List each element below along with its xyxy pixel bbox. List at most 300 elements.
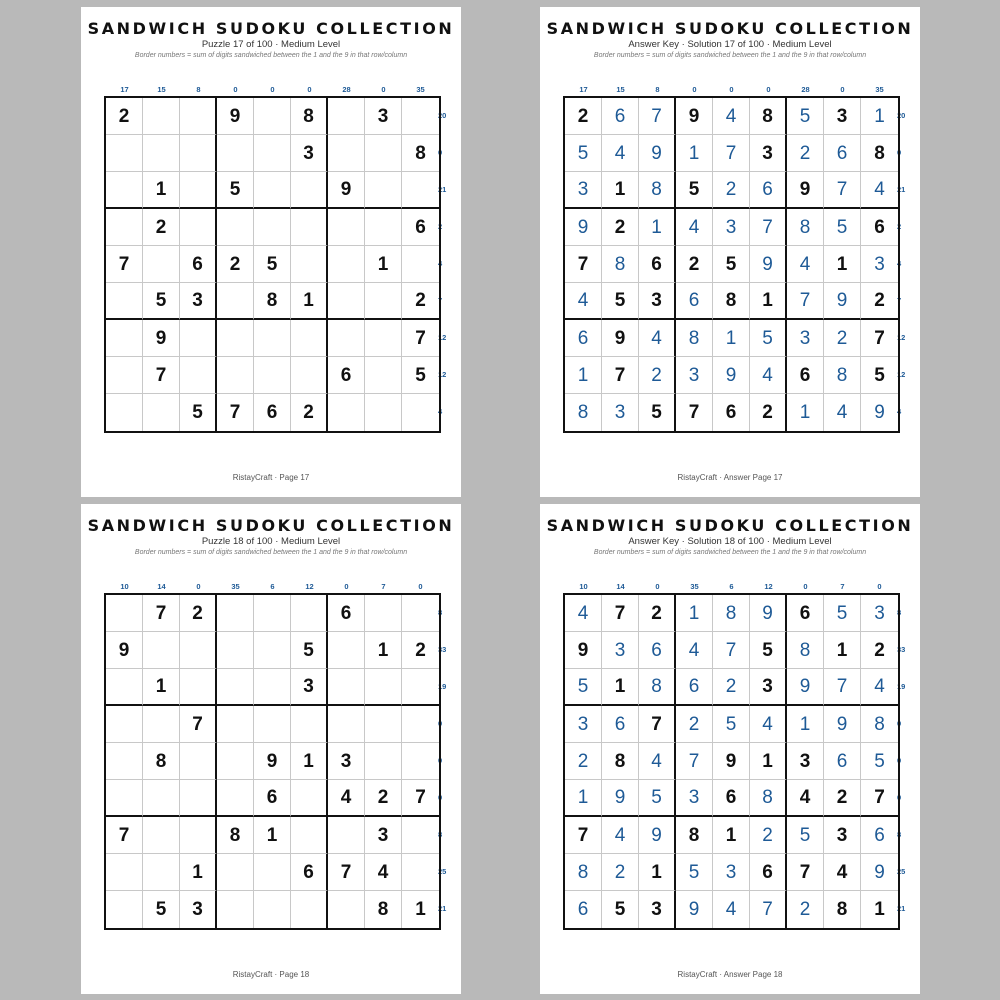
sudoku-cell (365, 209, 402, 246)
column-clue: 6 (270, 582, 275, 591)
sudoku-cell (217, 706, 254, 743)
row-clue: 19 (438, 682, 447, 691)
sudoku-cell: 1 (676, 135, 713, 172)
sudoku-cell: 2 (861, 283, 898, 320)
sudoku-cell: 8 (602, 246, 639, 283)
page-subtitle: Answer Key · Solution 18 of 100 · Medium Level (628, 536, 832, 547)
sudoku-cell: 6 (254, 780, 291, 817)
sudoku-cell: 8 (824, 891, 861, 928)
sudoku-cell: 7 (602, 357, 639, 394)
sudoku-cell: 9 (602, 320, 639, 357)
answer-page-18 (540, 504, 920, 994)
sudoku-cell: 7 (676, 394, 713, 431)
sudoku-cell: 9 (824, 706, 861, 743)
sudoku-cell (106, 706, 143, 743)
sudoku-cell: 8 (787, 209, 824, 246)
sudoku-cell: 6 (602, 706, 639, 743)
sudoku-cell: 6 (602, 98, 639, 135)
sudoku-cell (217, 595, 254, 632)
sudoku-cell: 4 (328, 780, 365, 817)
sudoku-cell (328, 209, 365, 246)
sudoku-cell: 1 (291, 743, 328, 780)
sudoku-cell: 9 (750, 595, 787, 632)
column-clue: 6 (729, 582, 734, 591)
sudoku-cell: 7 (402, 780, 439, 817)
sudoku-cell (328, 283, 365, 320)
collection-title: SANDWICH SUDOKU COLLECTION (87, 516, 455, 535)
sudoku-cell: 1 (365, 632, 402, 669)
sudoku-cell: 2 (750, 394, 787, 431)
sudoku-cell (254, 98, 291, 135)
sudoku-cell (254, 595, 291, 632)
sudoku-cell: 1 (861, 98, 898, 135)
row-clue: 7 (438, 296, 443, 305)
sudoku-cell: 6 (713, 394, 750, 431)
sudoku-cell: 2 (787, 135, 824, 172)
sudoku-cell: 9 (639, 135, 676, 172)
sudoku-cell (365, 595, 402, 632)
sudoku-cell (328, 394, 365, 431)
sudoku-cell: 7 (106, 817, 143, 854)
sudoku-cell: 6 (639, 632, 676, 669)
sudoku-cell: 5 (787, 817, 824, 854)
sudoku-cell (180, 817, 217, 854)
sudoku-cell: 2 (824, 320, 861, 357)
sudoku-cell: 3 (750, 669, 787, 706)
row-clue: 21 (438, 904, 447, 913)
sudoku-cell: 9 (254, 743, 291, 780)
sudoku-cell: 1 (254, 817, 291, 854)
column-clue: 15 (616, 85, 625, 94)
sudoku-cell: 7 (565, 817, 602, 854)
column-clue: 35 (416, 85, 425, 94)
column-clue: 8 (655, 85, 660, 94)
sudoku-cell: 4 (639, 320, 676, 357)
sudoku-cell (106, 780, 143, 817)
sudoku-cell: 5 (143, 283, 180, 320)
column-clue: 0 (655, 582, 660, 591)
sudoku-cell (180, 98, 217, 135)
sudoku-cell: 8 (402, 135, 439, 172)
sudoku-cell (402, 743, 439, 780)
sudoku-cell: 4 (602, 817, 639, 854)
sudoku-cell: 7 (328, 854, 365, 891)
collection-title: SANDWICH SUDOKU COLLECTION (87, 19, 455, 38)
sudoku-cell: 3 (713, 854, 750, 891)
sudoku-cell: 4 (365, 854, 402, 891)
sudoku-cell: 3 (639, 891, 676, 928)
sudoku-cell: 3 (365, 98, 402, 135)
sudoku-cell: 9 (676, 891, 713, 928)
sudoku-cell: 2 (143, 209, 180, 246)
sudoku-cell: 5 (602, 891, 639, 928)
sudoku-cell: 7 (180, 706, 217, 743)
sudoku-cell: 5 (602, 283, 639, 320)
sudoku-cell (291, 595, 328, 632)
sudoku-cell: 9 (713, 743, 750, 780)
sudoku-cell: 6 (639, 246, 676, 283)
row-clue: 4 (438, 407, 443, 416)
rule-text: Border numbers = sum of digits sandwiched between the 1 and the 9 in that row/column (593, 52, 867, 59)
sudoku-cell: 7 (713, 135, 750, 172)
sudoku-cell: 7 (602, 595, 639, 632)
sudoku-cell: 6 (565, 320, 602, 357)
sudoku-cell (291, 780, 328, 817)
sudoku-cell: 3 (602, 394, 639, 431)
sudoku-cell (106, 891, 143, 928)
sudoku-cell: 5 (676, 172, 713, 209)
sudoku-cell (217, 891, 254, 928)
sudoku-cell: 4 (713, 891, 750, 928)
sudoku-cell: 9 (328, 172, 365, 209)
sudoku-cell (291, 209, 328, 246)
sudoku-cell (217, 209, 254, 246)
sudoku-cell: 9 (639, 817, 676, 854)
sudoku-cell (143, 854, 180, 891)
rule-text: Border numbers = sum of digits sandwiched between the 1 and the 9 in that row/column (134, 549, 408, 556)
column-clue: 0 (233, 85, 238, 94)
sudoku-cell: 3 (565, 706, 602, 743)
puzzle-page-17 (81, 7, 461, 497)
row-clue: 0 (897, 793, 902, 802)
row-clue: 12 (438, 333, 447, 342)
sudoku-cell (106, 357, 143, 394)
sudoku-cell (402, 706, 439, 743)
sudoku-cell (402, 669, 439, 706)
sudoku-cell (365, 320, 402, 357)
sudoku-cell: 1 (713, 817, 750, 854)
row-clue: 0 (438, 793, 443, 802)
sudoku-cell (180, 320, 217, 357)
row-clue: 0 (438, 756, 443, 765)
column-clue: 12 (305, 582, 314, 591)
sudoku-cell: 3 (713, 209, 750, 246)
column-clue: 15 (157, 85, 166, 94)
sudoku-cell: 3 (180, 283, 217, 320)
sudoku-cell: 2 (217, 246, 254, 283)
column-clue: 14 (157, 582, 166, 591)
sudoku-cell (180, 743, 217, 780)
sudoku-cell: 4 (676, 209, 713, 246)
column-clue: 7 (840, 582, 845, 591)
column-clue: 0 (307, 85, 312, 94)
sudoku-cell (254, 854, 291, 891)
sudoku-cell (402, 854, 439, 891)
sudoku-grid (104, 96, 441, 433)
sudoku-cell: 7 (750, 891, 787, 928)
sudoku-cell: 6 (180, 246, 217, 283)
sudoku-cell: 4 (602, 135, 639, 172)
sudoku-cell (254, 706, 291, 743)
rule-text: Border numbers = sum of digits sandwiched between the 1 and the 9 in that row/column (134, 52, 408, 59)
sudoku-cell: 5 (565, 669, 602, 706)
row-clue: 25 (897, 867, 906, 876)
sudoku-cell: 7 (824, 172, 861, 209)
sudoku-cell (291, 246, 328, 283)
sudoku-cell: 3 (602, 632, 639, 669)
row-clue: 19 (897, 682, 906, 691)
sudoku-cell (328, 817, 365, 854)
sudoku-cell (254, 209, 291, 246)
sudoku-cell: 5 (824, 209, 861, 246)
sudoku-cell: 1 (824, 246, 861, 283)
sudoku-cell: 6 (291, 854, 328, 891)
page-footer: RistayCraft · Page 17 (232, 473, 310, 482)
row-clue: 12 (438, 370, 447, 379)
column-clue: 0 (803, 582, 808, 591)
sudoku-cell (254, 320, 291, 357)
sudoku-grid (104, 593, 441, 930)
sudoku-cell: 1 (180, 854, 217, 891)
sudoku-cell: 4 (676, 632, 713, 669)
sudoku-cell: 9 (861, 854, 898, 891)
sudoku-cell (106, 172, 143, 209)
sudoku-cell: 2 (565, 743, 602, 780)
sudoku-cell (365, 743, 402, 780)
row-clue: 2 (438, 222, 443, 231)
sudoku-cell: 5 (254, 246, 291, 283)
sudoku-cell: 6 (254, 394, 291, 431)
sudoku-cell (365, 706, 402, 743)
sudoku-cell: 8 (565, 854, 602, 891)
sudoku-cell: 3 (365, 817, 402, 854)
sudoku-cell (217, 632, 254, 669)
sudoku-cell: 9 (713, 357, 750, 394)
column-clue: 17 (120, 85, 129, 94)
sudoku-cell (106, 394, 143, 431)
column-clue: 35 (875, 85, 884, 94)
column-clue: 28 (801, 85, 810, 94)
column-clue: 17 (579, 85, 588, 94)
sudoku-cell (106, 135, 143, 172)
sudoku-cell: 4 (824, 854, 861, 891)
sudoku-cell: 2 (291, 394, 328, 431)
row-clue: 4 (897, 259, 902, 268)
sudoku-cell (143, 780, 180, 817)
sudoku-cell: 3 (861, 246, 898, 283)
sudoku-cell (106, 283, 143, 320)
sudoku-cell: 6 (824, 743, 861, 780)
sudoku-cell (217, 669, 254, 706)
sudoku-cell: 7 (639, 98, 676, 135)
sudoku-cell (217, 320, 254, 357)
sudoku-cell (365, 172, 402, 209)
sudoku-cell: 2 (602, 209, 639, 246)
sudoku-cell: 4 (639, 743, 676, 780)
sudoku-cell: 3 (639, 283, 676, 320)
sudoku-cell: 2 (602, 854, 639, 891)
sudoku-cell: 2 (565, 98, 602, 135)
page-subtitle: Answer Key · Solution 17 of 100 · Medium Level (628, 39, 832, 50)
sudoku-cell (217, 357, 254, 394)
sudoku-cell: 4 (787, 780, 824, 817)
sudoku-cell: 8 (291, 98, 328, 135)
sudoku-cell (180, 209, 217, 246)
sudoku-cell: 2 (639, 357, 676, 394)
sudoku-cell: 8 (861, 706, 898, 743)
sudoku-cell: 7 (217, 394, 254, 431)
sudoku-cell: 3 (180, 891, 217, 928)
sudoku-cell: 1 (602, 172, 639, 209)
sudoku-cell: 9 (676, 98, 713, 135)
sudoku-cell: 5 (824, 595, 861, 632)
sudoku-cell: 5 (713, 706, 750, 743)
sudoku-cell: 2 (639, 595, 676, 632)
sudoku-cell: 2 (402, 283, 439, 320)
sudoku-cell: 2 (713, 669, 750, 706)
column-clue: 0 (840, 85, 845, 94)
row-clue: 2 (897, 222, 902, 231)
sudoku-cell: 5 (750, 320, 787, 357)
sudoku-grid (563, 593, 900, 930)
sudoku-cell (180, 172, 217, 209)
sudoku-cell: 8 (676, 320, 713, 357)
row-clue: 0 (438, 719, 443, 728)
sudoku-cell: 8 (750, 780, 787, 817)
sudoku-cell (143, 98, 180, 135)
sudoku-cell (106, 669, 143, 706)
sudoku-cell: 6 (861, 817, 898, 854)
sudoku-cell: 4 (787, 246, 824, 283)
sudoku-cell: 9 (874, 402, 885, 423)
sudoku-cell: 8 (787, 632, 824, 669)
sudoku-cell: 1 (824, 632, 861, 669)
sudoku-cell: 3 (824, 98, 861, 135)
column-clue: 8 (196, 85, 201, 94)
sudoku-cell: 9 (787, 172, 824, 209)
sudoku-cell (402, 817, 439, 854)
sudoku-cell: 9 (824, 283, 861, 320)
sudoku-cell: 6 (750, 172, 787, 209)
sudoku-cell: 5 (676, 854, 713, 891)
sudoku-cell (328, 98, 365, 135)
sudoku-cell: 5 (639, 394, 676, 431)
sudoku-cell (402, 394, 439, 431)
sudoku-cell (180, 632, 217, 669)
page-footer: RistayCraft · Answer Page 18 (677, 970, 783, 979)
sudoku-cell (217, 743, 254, 780)
row-clue: 0 (897, 719, 902, 728)
sudoku-cell: 7 (750, 209, 787, 246)
sudoku-cell: 1 (874, 899, 885, 920)
sudoku-cell: 5 (291, 632, 328, 669)
row-clue: 21 (897, 904, 906, 913)
column-clue: 0 (196, 582, 201, 591)
row-clue: 20 (438, 111, 447, 120)
row-clue: 0 (438, 148, 443, 157)
sudoku-cell (291, 357, 328, 394)
sudoku-cell: 6 (676, 283, 713, 320)
sudoku-cell: 5 (639, 780, 676, 817)
sudoku-cell: 3 (750, 135, 787, 172)
column-clue: 28 (342, 85, 351, 94)
sudoku-cell (217, 135, 254, 172)
sudoku-cell: 8 (217, 817, 254, 854)
sudoku-cell: 4 (565, 283, 602, 320)
column-clue: 0 (877, 582, 882, 591)
sudoku-cell: 6 (328, 357, 365, 394)
sudoku-cell: 2 (676, 706, 713, 743)
sudoku-cell: 7 (143, 357, 180, 394)
sudoku-cell: 1 (750, 283, 787, 320)
column-clue: 12 (764, 582, 773, 591)
page-subtitle: Puzzle 18 of 100 · Medium Level (201, 536, 341, 547)
sudoku-cell: 5 (217, 172, 254, 209)
column-clue: 7 (381, 582, 386, 591)
row-clue: 21 (438, 185, 447, 194)
sudoku-cell (254, 632, 291, 669)
row-clue: 33 (897, 645, 906, 654)
sudoku-cell: 8 (602, 743, 639, 780)
sudoku-cell (143, 246, 180, 283)
column-clue: 0 (418, 582, 423, 591)
sudoku-cell: 8 (254, 283, 291, 320)
sudoku-cell: 4 (750, 357, 787, 394)
sudoku-cell (180, 780, 217, 817)
sudoku-cell: 8 (824, 357, 861, 394)
sudoku-cell: 5 (713, 246, 750, 283)
sudoku-cell: 3 (676, 357, 713, 394)
sudoku-cell: 7 (861, 780, 898, 817)
sudoku-cell: 8 (365, 891, 402, 928)
row-clue: 25 (438, 867, 447, 876)
sudoku-cell: 1 (639, 209, 676, 246)
column-clue: 10 (120, 582, 129, 591)
column-clue: 0 (270, 85, 275, 94)
sudoku-cell: 9 (602, 780, 639, 817)
sudoku-cell: 8 (713, 595, 750, 632)
sudoku-cell: 4 (861, 669, 898, 706)
sudoku-cell: 5 (565, 135, 602, 172)
sudoku-cell (328, 706, 365, 743)
sudoku-cell: 2 (402, 632, 439, 669)
row-clue: 8 (897, 608, 902, 617)
sudoku-cell (143, 632, 180, 669)
sudoku-cell (291, 320, 328, 357)
sudoku-cell (106, 209, 143, 246)
sudoku-cell (106, 854, 143, 891)
sudoku-cell: 2 (365, 780, 402, 817)
sudoku-cell (365, 394, 402, 431)
sudoku-cell: 8 (713, 283, 750, 320)
column-clue: 14 (616, 582, 625, 591)
sudoku-cell: 3 (328, 743, 365, 780)
sudoku-cell (402, 595, 439, 632)
sudoku-cell (402, 246, 439, 283)
collection-title: SANDWICH SUDOKU COLLECTION (546, 19, 914, 38)
sudoku-cell: 4 (750, 706, 787, 743)
sudoku-cell: 6 (565, 891, 602, 928)
row-clue: 0 (897, 148, 902, 157)
page-footer: RistayCraft · Answer Page 17 (677, 473, 783, 482)
sudoku-cell: 7 (824, 669, 861, 706)
sudoku-cell (365, 283, 402, 320)
sudoku-cell: 7 (861, 320, 898, 357)
column-clue: 0 (766, 85, 771, 94)
column-clue: 0 (692, 85, 697, 94)
row-clue: 4 (438, 259, 443, 268)
sudoku-cell: 5 (143, 891, 180, 928)
sudoku-cell: 9 (565, 209, 602, 246)
page-subtitle: Puzzle 17 of 100 · Medium Level (201, 39, 341, 50)
sudoku-cell: 5 (750, 632, 787, 669)
sudoku-cell (254, 669, 291, 706)
sudoku-cell (143, 135, 180, 172)
sudoku-cell: 7 (787, 283, 824, 320)
sudoku-cell (291, 706, 328, 743)
sudoku-cell: 4 (861, 172, 898, 209)
sudoku-cell (254, 357, 291, 394)
